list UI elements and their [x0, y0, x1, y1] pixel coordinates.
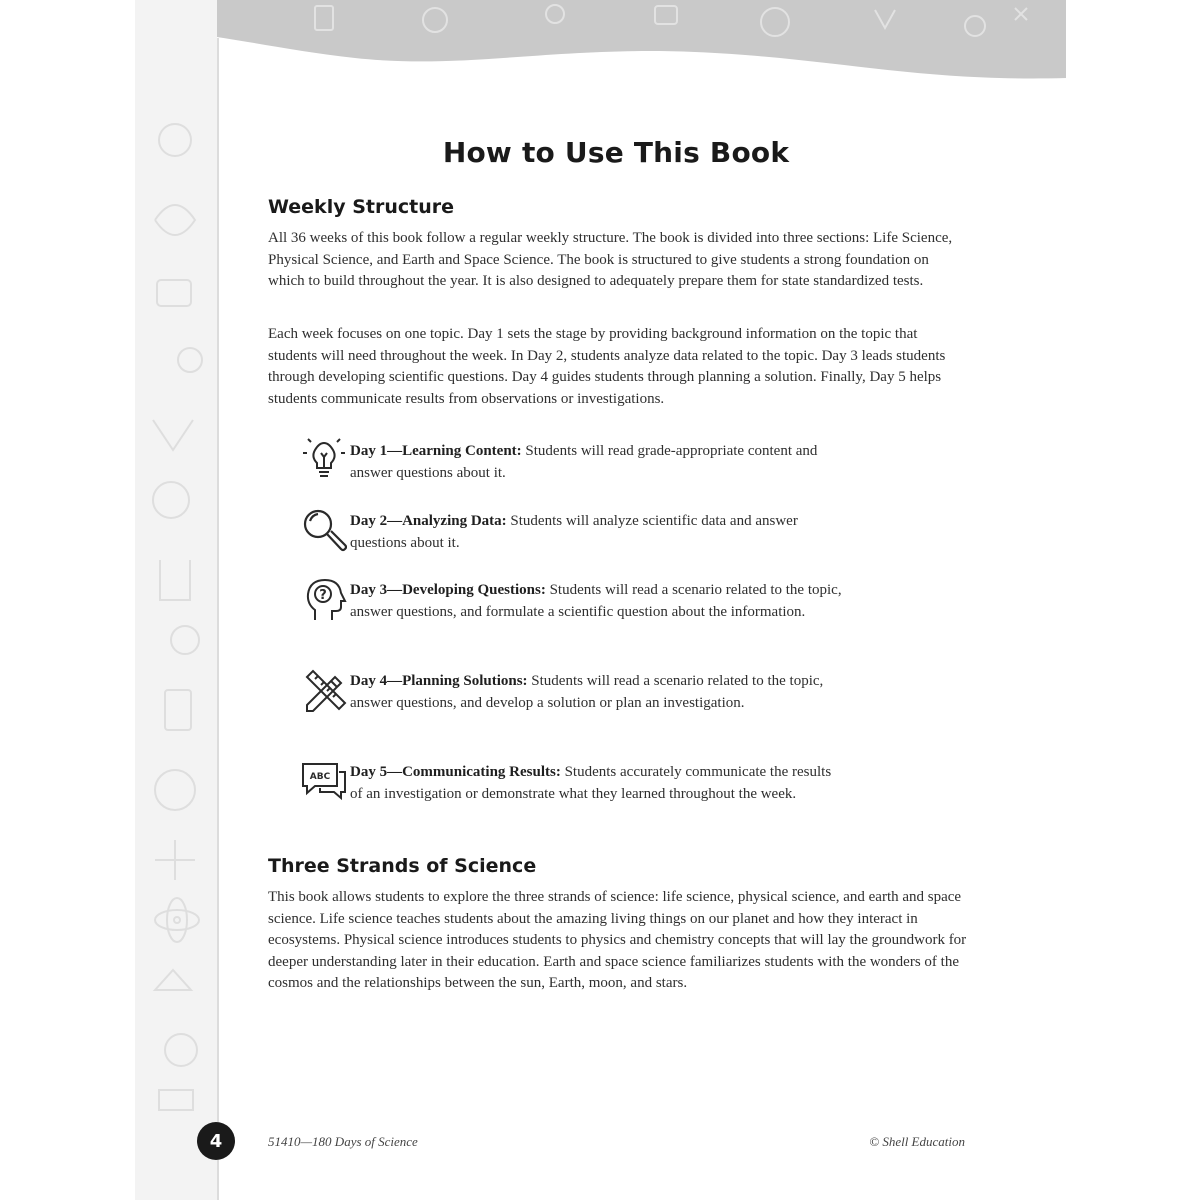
head-question-icon — [301, 576, 347, 622]
day-3-label: Day 3—Developing Questions: — [350, 582, 546, 598]
day-3-text: Students will read a scenario related to the topic, answer questions, and formulate a scientific question about the information. — [350, 582, 842, 620]
weekly-structure-paragraph-2: Each week focuses on one topic. Day 1 sets the stage by providing background information on the topic that students will need throughout the week. In Day 2, students analyze data related to the topic. Day 3 leads students through developing scientific questions. Day 4 guides students through planning a solution. Finally, Day 5 helps students communicate results from observations or investigations. — [268, 326, 946, 407]
day-4-text: Students will read a scenario related to the topic, answer questions, and develop a solution or plan an investigation. — [350, 673, 824, 711]
day-1-label: Day 1—Learning Content: — [350, 443, 522, 459]
day-5-label: Day 5—Communicating Results: — [350, 764, 561, 780]
day-4-description — [350, 671, 842, 714]
footer-book-title: 51410—180 Days of Science — [268, 1134, 418, 1149]
day-3-description — [350, 580, 842, 623]
abc-icon-text: ABC — [309, 772, 331, 782]
lightbulb-icon — [301, 437, 347, 483]
day-2-description — [350, 511, 842, 554]
page-number-badge: 4 — [197, 1122, 235, 1160]
weekly-structure-paragraph-1: All 36 weeks of this book follow a regular weekly structure. The book is divided into three sections: Life Science, Physical Science, and Earth and Space Science. The book is structured to give students a strong foundation on which to build throughout the year. It is also designed to adequately prepare them for state standardized tests. — [268, 230, 953, 289]
day-2-label: Day 2—Analyzing Data: — [350, 513, 507, 529]
day-4-item — [301, 671, 841, 741]
margin-rule — [217, 38, 219, 1200]
pencil-ruler-icon — [301, 667, 347, 713]
day-1-item — [301, 441, 841, 511]
svg-text:?: ? — [319, 588, 327, 603]
day-3-item — [301, 580, 841, 650]
day-1-description — [350, 441, 842, 484]
day-4-label: Day 4—Planning Solutions: — [350, 673, 528, 689]
day-2-text: Students will analyze scientific data and answer questions about it. — [350, 513, 798, 551]
day-2-item — [301, 511, 841, 581]
footer-copyright: © Shell Education — [869, 1134, 965, 1149]
three-strands-paragraph: This book allows students to explore the three strands of science: life science, physical science, and earth and space science. Life science teaches students about the amazing living things on our planet and how they interact in ecosystems. Physical science introduces students to physics and chemistry concepts that will lay the groundwork for deeper understanding later in their education. Earth and space science familiarizes students with the wonders of the cosmos and the relationships between the sun, Earth, moon, and stars. — [268, 889, 967, 991]
day-5-text: Students accurately communicate the results of an investigation or demonstrate what they learned throughout the week. — [350, 764, 832, 802]
abc-speech-bubble-icon — [301, 758, 347, 804]
section-heading-three-strands: Three Strands of Science — [268, 855, 537, 877]
header-wave-band — [135, 0, 1066, 80]
book-page — [135, 0, 1066, 1200]
magnifying-glass-icon — [301, 507, 347, 553]
day-5-description — [350, 762, 842, 805]
day-5-item — [301, 762, 841, 832]
science-doodles-decoration — [135, 0, 217, 1200]
day-1-text: Students will read grade-appropriate content and answer questions about it. — [350, 443, 818, 481]
section-heading-weekly-structure: Weekly Structure — [268, 196, 454, 218]
page-title: How to Use This Book — [442, 136, 790, 169]
